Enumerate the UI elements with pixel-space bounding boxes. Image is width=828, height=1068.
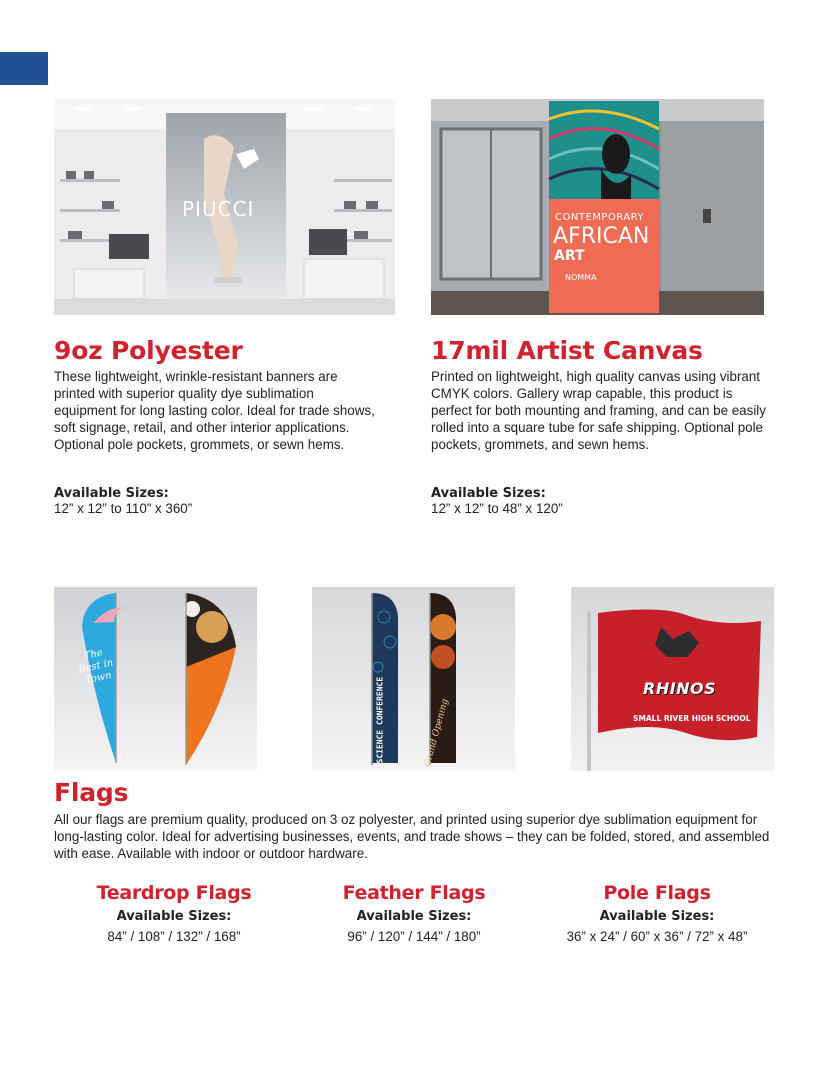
feather-flags-sizes-value: 96” / 120” / 144” / 180” — [347, 929, 481, 944]
corner-tab — [0, 52, 48, 85]
feather-photo-text-2: Grand Opening — [422, 697, 451, 768]
polyester-sizes-value: 12” x 12” to 110” x 360” — [54, 501, 193, 516]
teardrop-flags-info — [49, 881, 299, 945]
feather-flags-photo — [312, 587, 515, 771]
polyester-banner-photo — [54, 99, 395, 315]
canvas-photo-line3: ART — [554, 248, 585, 264]
polyester-description: These lightweight, wrinkle-resistant banners are printed with superior quality dye sublimation equipment for long lasting color. Ideal for trade shows, soft signage, retail, and other interior applications. Optional pole pockets, grommets, or sewn hems. — [54, 369, 375, 452]
teardrop-flags-photo — [54, 587, 257, 771]
teardrop-flags-sizes-value: 84” / 108” / 132” / 168” — [107, 929, 241, 944]
pole-flags-sizes-value: 36” x 24” / 60” x 36” / 72” x 48” — [566, 929, 748, 944]
flags-description: All our flags are premium quality, produced on 3 oz polyester, and printed using superior dye sublimation equipment for long-lasting color. Ideal for advertising businesses, events, and trade shows – they can be folded, stored, and assembled with ease. Available with indoor or outdoor hardware. — [54, 812, 770, 861]
pole-flags-info — [532, 881, 782, 945]
canvas-banner-photo — [431, 99, 764, 315]
canvas-photo-line2: AFRICAN — [553, 224, 650, 249]
polyester-title: 9oz Polyester — [54, 336, 243, 365]
pole-flags-sizes-label: Available Sizes: — [599, 909, 715, 924]
canvas-photo-brand: NOMMA — [565, 273, 597, 282]
flags-title: Flags — [54, 778, 129, 807]
polyester-sizes-label: Available Sizes: — [54, 486, 169, 501]
feather-photo-text-1: SCIENCE CONFERENCE — [375, 676, 385, 764]
canvas-title: 17mil Artist Canvas — [431, 336, 703, 365]
canvas-sizes-value: 12” x 12” to 48” x 120” — [431, 501, 563, 516]
pole-photo-text-1: RHINOS — [643, 679, 717, 698]
polyester-photo-text: PIUCCI — [182, 197, 255, 221]
canvas-photo-line1: CONTEMPORARY — [555, 212, 645, 223]
teardrop-photo-text: The Best in Town — [77, 647, 115, 687]
feather-flags-info — [289, 881, 539, 945]
feather-flags-title: Feather Flags — [342, 882, 486, 904]
pole-photo-text-2: SMALL RIVER HIGH SCHOOL — [633, 714, 751, 723]
canvas-sizes-label: Available Sizes: — [431, 486, 546, 501]
pole-flags-title: Pole Flags — [603, 882, 711, 904]
canvas-description: Printed on lightweight, high quality canvas using vibrant CMYK colors. Gallery wrap capable, this product is perfect for both mounting and framing, and can be easily rolled into a square tube for safe shipping. Optional pole pockets, grommets, and sewn hems. — [431, 369, 766, 452]
teardrop-flags-sizes-label: Available Sizes: — [116, 909, 232, 924]
teardrop-flags-title: Teardrop Flags — [96, 882, 252, 904]
feather-flags-sizes-label: Available Sizes: — [356, 909, 472, 924]
pole-flags-photo — [571, 587, 774, 771]
